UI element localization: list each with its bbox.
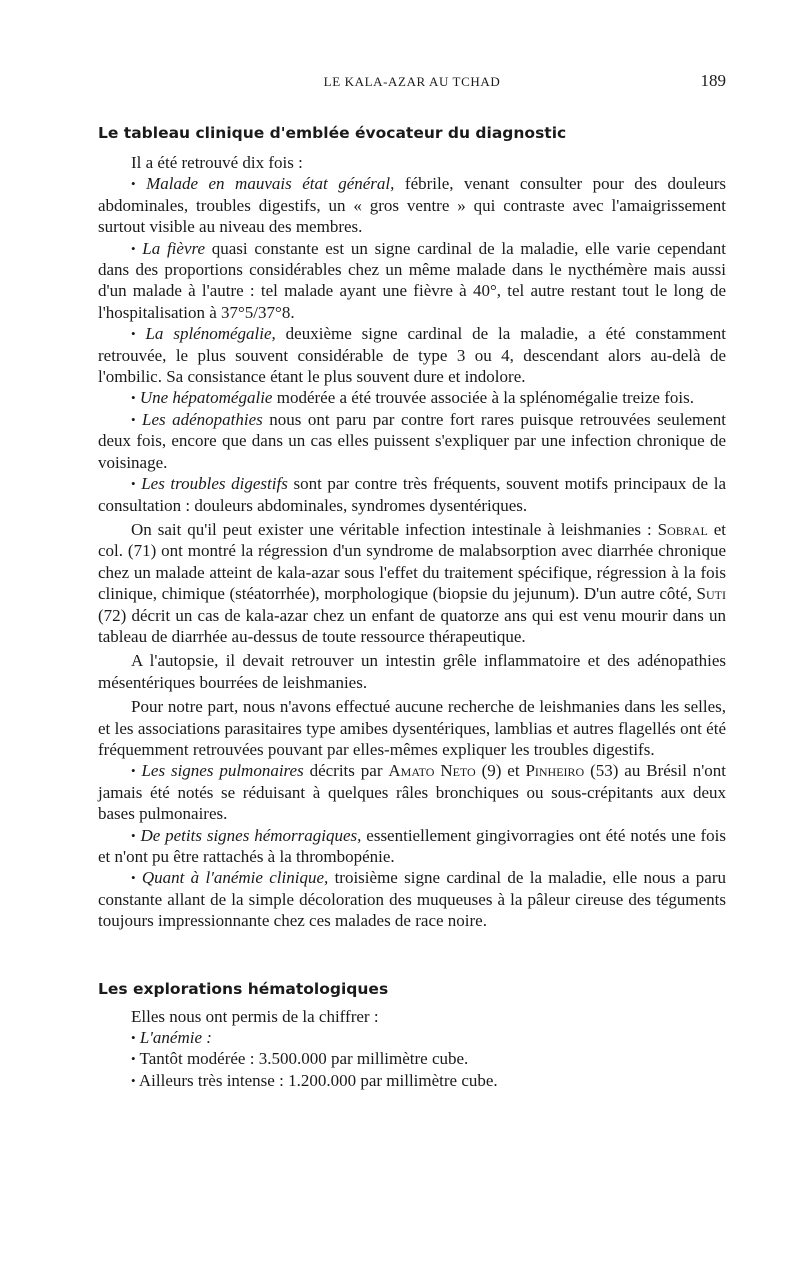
bullet-marker: • <box>131 411 136 427</box>
paragraph-our-part: Pour notre part, nous n'avons effectué aucune recherche de leishmanies dans les selles, et les associations parasitaires type amibes dysentériques, lamblias et autres flagellés ont été fréquemment retrouvées pouvant par elles-mêmes expliquer les troubles digestifs. <box>98 697 726 759</box>
article-body <box>98 122 726 1091</box>
bullet-text: deuxième signe cardinal de la maladie, a été constamment retrouvée, le plus souvent considérable de type 3 ou 4, descendant alors au-delà de l'ombilic. Sa consistance étant le plus souvent dure et indolore. <box>98 324 726 387</box>
section-heading-hematology: Les explorations hématologiques <box>98 979 389 998</box>
bullet-lead: La splénomégalie, <box>145 324 276 344</box>
paragraph-text: (72) décrit un cas de kala-azar chez un enfant de quatorze ans qui est venu mourir dans un tableau de diarrhée au-dessus de toute ressource thérapeutique. <box>98 605 726 646</box>
bullet-text: troisième signe cardinal de la maladie, elle nous a paru constante allant de la simple décoloration des muqueuses à la pâleur cireuse des téguments toujours impressionnante chez ces malades de race noire. <box>98 868 726 931</box>
page-number: 189 <box>700 71 726 90</box>
bullet-text: quasi constante est un signe cardinal de la maladie, elle varie cependant dans des proportions considérables chez un même malade dans le nycthémère mais aussi d'un malade à l'autre : tel malade ayant une fièvre à 40°, tel autre restant tout le long de l'hospitalisation à 37°5/37°8. <box>98 238 726 322</box>
running-title: LE KALA-AZAR AU TCHAD <box>323 74 501 89</box>
paragraph-text: et col. (71) ont montré la régression d'un syndrome de malabsorption avec diarrhée chronique chez un malade atteint de kala-azar sous l'effet du traitement spécifique, régression à la fois clinique, chimique (stéatorrhée), morphologique (biopsie du jejunum). D'un autre côté, <box>98 519 726 604</box>
section-intro: Elles nous ont permis de la chiffrer : <box>131 1006 379 1026</box>
bullet-lead: Une hépatomégalie <box>139 388 273 408</box>
bullet-text: (53) au Brésil n'ont jamais été notés se réduisant à quelques râles bronchiques ou sous-crépitants aux deux bases pulmonaires. <box>98 761 726 824</box>
bullet-text: essentiellement gingivorragies ont été notés une fois et n'ont pu être rattachés à la thrombopénie. <box>98 825 726 866</box>
bullet-text: modérée a été trouvée associée à la splénomégalie treize fois. <box>272 388 694 408</box>
bullet-marker: • <box>131 1051 136 1067</box>
author-citation: Amato Neto <box>388 761 476 781</box>
bullet-hemorrhagic <box>98 825 726 868</box>
bullet-text: nous ont paru par contre fort rares puisque retrouvées seulement deux fois, encore que dans un cas elles puissent s'expliquer par une infection chronique de voisinage. <box>98 409 726 472</box>
paragraph-intestinal-infection <box>98 519 726 647</box>
bullet-lead: Malade en mauvais état général, <box>146 174 395 194</box>
list-item <box>98 1048 726 1069</box>
bullet-lead: Quant à l'anémie clinique, <box>141 868 329 888</box>
section-spacer <box>98 932 726 978</box>
paragraph-text: On sait qu'il peut exister une véritable infection intestinale à leishmanies : <box>131 519 658 539</box>
bullet-lead: Les troubles digestifs <box>141 474 288 494</box>
bullet-digestive <box>98 473 726 516</box>
section-intro: Il a été retrouvé dix fois : <box>131 153 303 172</box>
bullet-text: fébrile, venant consulter pour des douleurs abdominales, troubles digestifs, un « gros ventre » qui contraste avec l'amaigrissement surtout visible au niveau des membres. <box>98 174 727 237</box>
bullet-marker: • <box>131 240 136 256</box>
bullet-text: décrits par <box>303 761 389 781</box>
bullet-marker: • <box>131 390 136 406</box>
list-item <box>98 1070 726 1091</box>
bullet-text: (9) et <box>475 761 526 781</box>
bullet-general-state <box>98 173 726 237</box>
author-citation: Sobral <box>657 519 708 539</box>
bullet-marker: • <box>131 476 136 492</box>
list-item <box>98 1027 726 1048</box>
bullet-adenopathies <box>98 409 726 473</box>
author-citation: Suti <box>696 584 726 604</box>
bullet-lead: De petits signes hémorragiques, <box>140 825 362 845</box>
bullet-splenomegaly <box>98 323 726 387</box>
bullet-lead: La fièvre <box>142 238 206 258</box>
bullet-pulmonary <box>98 760 726 824</box>
bullet-fever <box>98 238 726 324</box>
bullet-anemia-clinical <box>98 867 726 931</box>
list-item-text: L'anémie : <box>139 1028 212 1048</box>
author-citation: Pinheiro <box>525 761 585 781</box>
bullet-marker: • <box>131 763 136 779</box>
bullet-marker: • <box>131 827 136 843</box>
bullet-lead: Les signes pulmonaires <box>141 761 304 781</box>
bullet-marker: • <box>131 870 136 886</box>
bullet-text: sont par contre très fréquents, souvent motifs principaux de la consultation : douleurs abdominales, syndromes dysentériques. <box>98 474 726 515</box>
bullet-marker: • <box>131 1030 136 1046</box>
bullet-hepatomegaly <box>98 387 726 408</box>
section-heading-clinical: Le tableau clinique d'emblée évocateur du diagnostic <box>98 124 567 142</box>
list-item-text: Tantôt modérée : 3.500.000 par millimètre cube. <box>139 1049 469 1069</box>
bullet-lead: Les adénopathies <box>142 409 263 429</box>
paragraph-autopsy: A l'autopsie, il devait retrouver un intestin grêle inflammatoire et des adénopathies mésentériques bourrées de leishmanies. <box>98 651 726 692</box>
running-header <box>98 71 726 94</box>
list-item-text: Ailleurs très intense : 1.200.000 par millimètre cube. <box>138 1070 498 1090</box>
bullet-marker: • <box>131 326 136 342</box>
bullet-marker: • <box>131 176 136 192</box>
bullet-marker: • <box>131 1072 136 1088</box>
